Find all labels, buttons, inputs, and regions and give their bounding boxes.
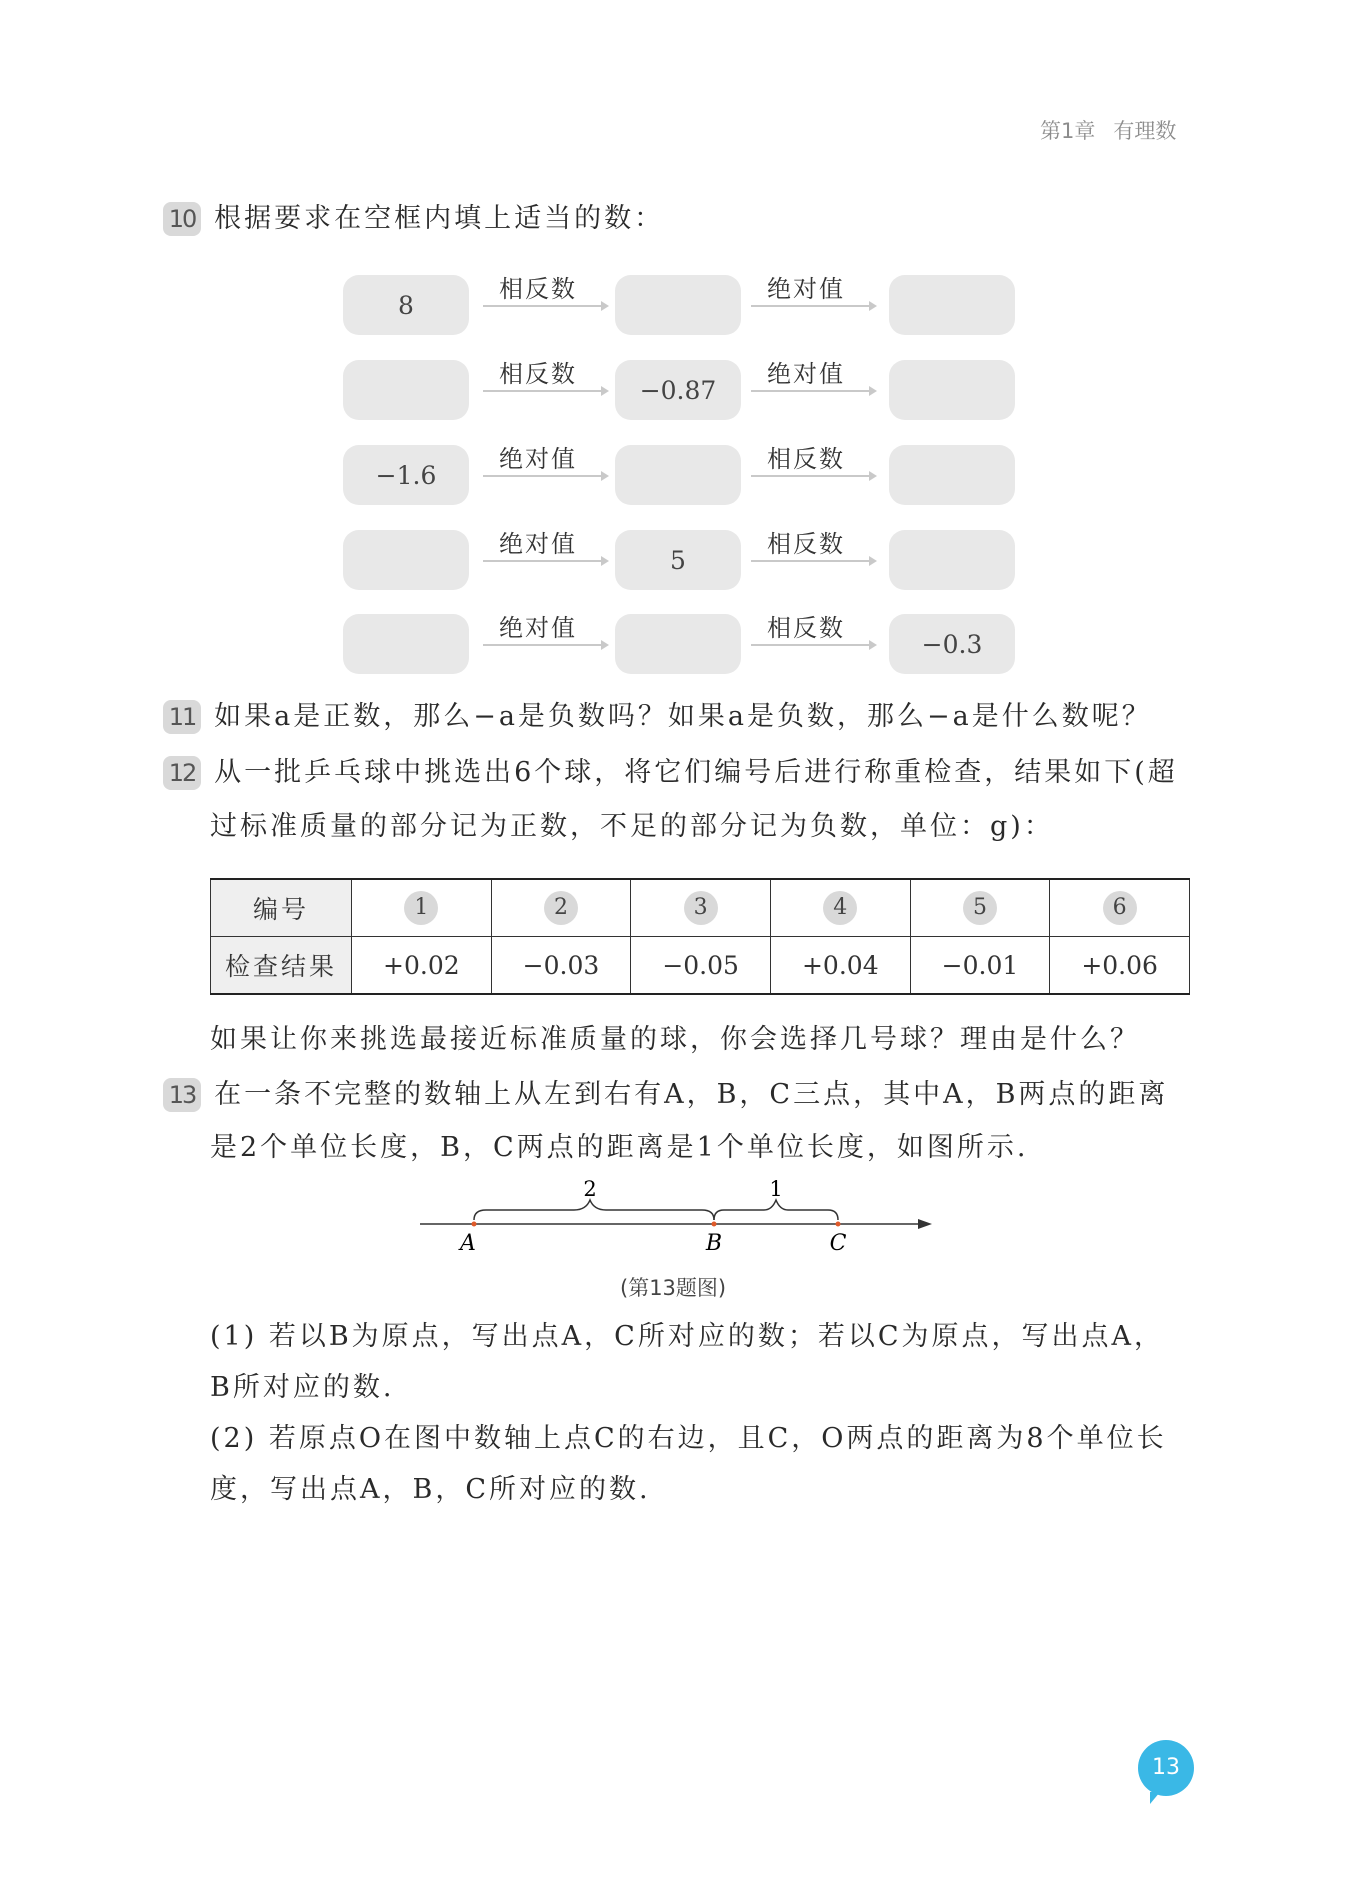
q13-part1-line1: (1) 若以B为原点，写出点A，C所对应的数；若以C为原点，写出点A， <box>210 1321 1164 1352</box>
operation-label: 相反数 <box>499 360 577 388</box>
operation-label: 绝对值 <box>767 360 845 388</box>
question-number: 10 <box>163 202 201 236</box>
q13-text-line1: 在一条不完整的数轴上从左到右有A，B，C三点，其中A，B两点的距离 <box>214 1079 1169 1110</box>
operation-label: 绝对值 <box>499 530 577 558</box>
arrow-icon <box>751 305 875 307</box>
answer-box[interactable]: −0.3 <box>889 614 1015 674</box>
arrow-icon <box>751 644 875 646</box>
page-number-badge: 13 <box>1138 1740 1194 1796</box>
ball-id: 1 <box>404 891 438 925</box>
result-cell: +0.06 <box>1050 937 1190 995</box>
point-c <box>836 1222 841 1227</box>
operation-label: 绝对值 <box>499 445 577 473</box>
result-cell: −0.05 <box>631 937 771 995</box>
operation-label: 绝对值 <box>767 275 845 303</box>
arrow-icon <box>483 305 607 307</box>
arrow-icon <box>751 390 875 392</box>
answer-box[interactable] <box>615 614 741 674</box>
answer-box[interactable] <box>615 275 741 335</box>
chapter-label: 第1章 <box>1040 119 1096 143</box>
ball-id: 3 <box>684 891 718 925</box>
distance-bc-label: 1 <box>769 1180 783 1201</box>
table-cell <box>491 879 631 937</box>
arrow-icon <box>751 560 875 562</box>
point-b <box>712 1222 717 1227</box>
arrow-icon <box>483 644 607 646</box>
brace-bc <box>714 1200 838 1220</box>
table-cell <box>910 879 1050 937</box>
answer-box[interactable]: −1.6 <box>343 445 469 505</box>
chapter-title: 有理数 <box>1113 119 1177 143</box>
q13-part2-line1: (2) 若原点O在图中数轴上点C的右边，且C，O两点的距离为8个单位长 <box>210 1423 1167 1454</box>
arrow-icon <box>483 560 607 562</box>
q11-text: 如果a是正数，那么−a是负数吗？如果a是负数，那么−a是什么数呢？ <box>214 701 1152 732</box>
operation-label: 相反数 <box>499 275 577 303</box>
answer-box[interactable] <box>615 445 741 505</box>
answer-box[interactable] <box>343 360 469 420</box>
q12-text-line1: 从一批乒乓球中挑选出6个球，将它们编号后进行称重检查，结果如下(超 <box>214 757 1178 788</box>
q10-heading <box>163 202 664 236</box>
table-row <box>211 937 1190 995</box>
point-a <box>472 1222 477 1227</box>
answer-box[interactable] <box>889 360 1015 420</box>
answer-box[interactable]: 5 <box>615 530 741 590</box>
ball-id: 5 <box>963 891 997 925</box>
operation-label: 相反数 <box>767 614 845 642</box>
number-line-figure <box>410 1180 950 1260</box>
table-header-cell: 编号 <box>211 879 352 937</box>
answer-box[interactable] <box>343 530 469 590</box>
distance-ab-label: 2 <box>583 1180 597 1201</box>
table-cell <box>631 879 771 937</box>
arrow-icon <box>483 475 607 477</box>
q13-text-line2: 是2个单位长度，B，C两点的距离是1个单位长度，如图所示. <box>210 1132 1029 1163</box>
brace-ab <box>474 1200 714 1220</box>
result-cell: −0.01 <box>910 937 1050 995</box>
q12-text-line2: 过标准质量的部分记为正数，不足的部分记为负数，单位：g)： <box>210 811 1054 842</box>
table-row <box>211 879 1190 937</box>
result-cell: −0.03 <box>491 937 631 995</box>
operation-label: 相反数 <box>767 445 845 473</box>
result-cell: +0.04 <box>770 937 910 995</box>
figure-caption: (第13题图) <box>620 1276 727 1300</box>
q13-part2-line2: 度，写出点A，B，C所对应的数. <box>210 1474 651 1505</box>
result-cell: +0.02 <box>352 937 492 995</box>
arrow-icon <box>751 475 875 477</box>
running-header <box>1040 115 1176 145</box>
q13-part1-line2: B所对应的数. <box>210 1372 395 1403</box>
point-a-label: A <box>460 1231 476 1256</box>
table-cell <box>1050 879 1190 937</box>
answer-box[interactable]: −0.87 <box>615 360 741 420</box>
q10-text: 根据要求在空框内填上适当的数： <box>214 203 665 234</box>
operation-label: 绝对值 <box>499 614 577 642</box>
point-c-label: C <box>829 1231 847 1256</box>
q13-heading <box>163 1078 1168 1112</box>
table-header-cell: 检查结果 <box>211 937 352 995</box>
table-cell <box>352 879 492 937</box>
answer-box[interactable] <box>889 530 1015 590</box>
answer-box[interactable]: 8 <box>343 275 469 335</box>
ball-id: 4 <box>823 891 857 925</box>
q12-heading <box>163 756 1178 790</box>
results-table <box>210 878 1190 995</box>
q11-heading <box>163 700 1152 734</box>
q12-followup: 如果让你来挑选最接近标准质量的球，你会选择几号球？理由是什么？ <box>210 1024 1140 1055</box>
answer-box[interactable] <box>889 445 1015 505</box>
ball-id: 2 <box>544 891 578 925</box>
table-cell <box>770 879 910 937</box>
axis-arrow-icon <box>918 1219 932 1229</box>
question-number: 11 <box>163 700 201 734</box>
ball-id: 6 <box>1103 891 1137 925</box>
question-number: 13 <box>163 1078 201 1112</box>
operation-label: 相反数 <box>767 530 845 558</box>
question-number: 12 <box>163 756 201 790</box>
answer-box[interactable] <box>889 275 1015 335</box>
point-b-label: B <box>705 1231 723 1256</box>
arrow-icon <box>483 390 607 392</box>
answer-box[interactable] <box>343 614 469 674</box>
